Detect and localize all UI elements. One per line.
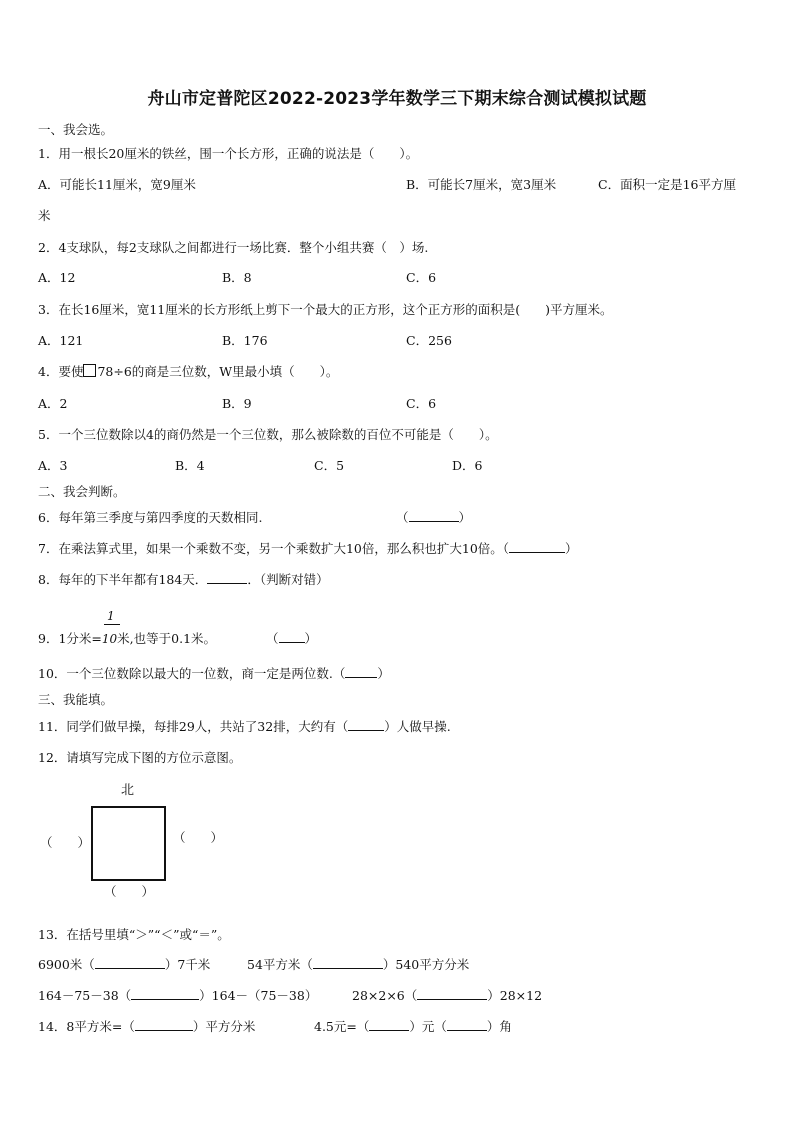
direction-west-blank[interactable]: （ ）: [40, 835, 91, 850]
question-1-option-a: A．可能长11厘米，宽9厘米: [38, 177, 196, 192]
question-4-option-b: B．9: [222, 396, 252, 411]
question-10-text: 10．一个三位数除以最大的一位数，商一定是两位数.（: [38, 666, 346, 681]
question-5-option-d: D．6: [452, 458, 483, 473]
question-14-item-1-left: 14．8平方米=（: [38, 1019, 135, 1034]
fraction-numerator: 1: [107, 609, 115, 623]
question-13-item-3: [38, 988, 317, 1004]
question-6-paren-left: （: [396, 510, 409, 525]
question-5-option-b: B．4: [175, 458, 205, 473]
question-3-option-c: C．256: [406, 333, 452, 348]
answer-blank[interactable]: [345, 666, 377, 678]
question-6-stem: 6．每年第三季度与第四季度的天数相同.: [38, 510, 263, 525]
direction-east-blank[interactable]: （ ）: [173, 830, 224, 845]
question-7-paren-right: ）: [565, 541, 578, 556]
question-6-paren-right: ）: [458, 510, 472, 525]
direction-south-blank[interactable]: （ ）: [104, 884, 155, 899]
question-11-before: 11．同学们做早操，每排29人，共站了32排，大约有（: [38, 719, 349, 734]
direction-north-label: 北: [121, 783, 135, 798]
question-6-answer[interactable]: [396, 510, 471, 526]
question-9-paren-right: ）: [304, 631, 318, 646]
question-13-item-1: [38, 957, 210, 973]
question-2-option-a: A．12: [38, 270, 76, 285]
question-1-stem: 1．用一根长20厘米的铁丝，围一个长方形，正确的说法是（ ）。: [38, 146, 419, 161]
answer-blank[interactable]: [131, 988, 199, 1000]
answer-blank[interactable]: [447, 1019, 487, 1031]
question-14-item-1-right: ）平方分米: [192, 1019, 256, 1034]
answer-blank[interactable]: [369, 1019, 409, 1031]
question-5-option-c: C．5: [314, 458, 345, 473]
question-13-item-4-left: 28×2×6（: [352, 988, 418, 1003]
question-4-stem-after: 78÷6的商是三位数，W里最小填（ ）。: [97, 364, 339, 379]
question-2-option-b: B．8: [222, 270, 252, 285]
question-13-item-2-left: 54平方米（: [247, 957, 313, 972]
answer-blank[interactable]: [135, 1019, 193, 1031]
fraction-bar: [104, 624, 120, 625]
section-heading-fill: 三、我能填。: [38, 692, 114, 707]
question-4-option-a: A．2: [38, 396, 68, 411]
question-5-stem: 5．一个三位数除以4的商仍然是一个三位数，那么被除数的百位不可能是（ ）。: [38, 427, 498, 442]
question-2-option-c: C．6: [406, 270, 437, 285]
question-10-stem: [38, 666, 390, 682]
question-14-item-2-mid: ）元（: [409, 1019, 447, 1034]
question-13-item-2-right: ）540平方分米: [382, 957, 470, 972]
blank-square-icon: [83, 364, 96, 377]
question-1-option-c: C．面积一定是16平方厘: [598, 177, 736, 192]
answer-blank[interactable]: [207, 572, 247, 584]
question-9-after: 米,也等于0.1米。: [117, 631, 217, 646]
question-7-stem: [38, 541, 578, 557]
question-14-item-1: [38, 1019, 255, 1035]
direction-square: [91, 806, 166, 881]
question-11-after: ）人做早操.: [384, 719, 451, 734]
question-9-paren-left: （: [266, 631, 279, 646]
question-3-option-b: B．176: [222, 333, 268, 348]
question-13-item-3-right: ）164－（75－38）: [199, 988, 318, 1003]
question-8-stem: [38, 572, 329, 588]
question-14-item-2: [314, 1019, 512, 1035]
question-13-item-1-right: ）7千米: [164, 957, 211, 972]
question-13-item-4: [352, 988, 542, 1004]
question-1-option-b: B．可能长7厘米，宽3厘米: [406, 177, 557, 192]
question-2-stem: 2．4支球队，每2支球队之间都进行一场比赛．整个小组共赛（ ）场.: [38, 240, 429, 255]
answer-blank[interactable]: [95, 957, 165, 969]
section-heading-choice: 一、我会选。: [38, 122, 114, 137]
question-12-stem: 12．请填写完成下图的方位示意图。: [38, 750, 242, 765]
fraction-denominator: 10: [101, 632, 118, 646]
question-3-option-a: A．121: [38, 333, 84, 348]
answer-blank[interactable]: [279, 631, 305, 643]
question-4-option-c: C．6: [406, 396, 437, 411]
answer-blank[interactable]: [509, 541, 565, 553]
question-13-item-1-left: 6900米（: [38, 957, 95, 972]
question-13-item-4-right: ）28×12: [487, 988, 543, 1003]
question-9-stem: [38, 631, 216, 647]
question-9-answer[interactable]: [266, 631, 317, 647]
section-heading-judge: 二、我会判断。: [38, 484, 126, 499]
question-14-item-2-right: ）角: [486, 1019, 512, 1034]
answer-blank[interactable]: [417, 988, 487, 1000]
question-9-before: 9．1分米=: [38, 631, 102, 646]
question-7-text: 7．在乘法算式里，如果一个乘数不变，另一个乘数扩大10倍，那么积也扩大10倍。（: [38, 541, 510, 556]
answer-blank[interactable]: [409, 510, 459, 522]
question-1-option-c-wrap: 米: [38, 208, 51, 223]
question-13-item-3-left: 164－75－38（: [38, 988, 132, 1003]
answer-blank[interactable]: [313, 957, 383, 969]
question-8-text: 8．每年的下半年都有184天．: [38, 572, 208, 587]
question-3-stem: 3．在长16厘米，宽11厘米的长方形纸上剪下一个最大的正方形，这个正方形的面积是( )平方厘米。: [38, 302, 613, 317]
question-4-stem: [38, 364, 338, 380]
question-4-stem-before: 4．要使: [38, 364, 84, 379]
question-8-tail: ．（判断对错）: [247, 572, 329, 587]
question-11-stem: [38, 719, 451, 735]
question-13-item-2: [247, 957, 469, 973]
question-10-paren-right: ）: [377, 666, 390, 681]
page-title: 舟山市定普陀区2022-2023学年数学三下期末综合测试模拟试题: [147, 89, 647, 109]
answer-blank[interactable]: [348, 719, 384, 731]
question-13-stem: 13．在括号里填“＞”“＜”或“＝”。: [38, 927, 230, 942]
question-14-item-2-left: 4.5元=（: [314, 1019, 370, 1034]
question-5-option-a: A．3: [38, 458, 68, 473]
